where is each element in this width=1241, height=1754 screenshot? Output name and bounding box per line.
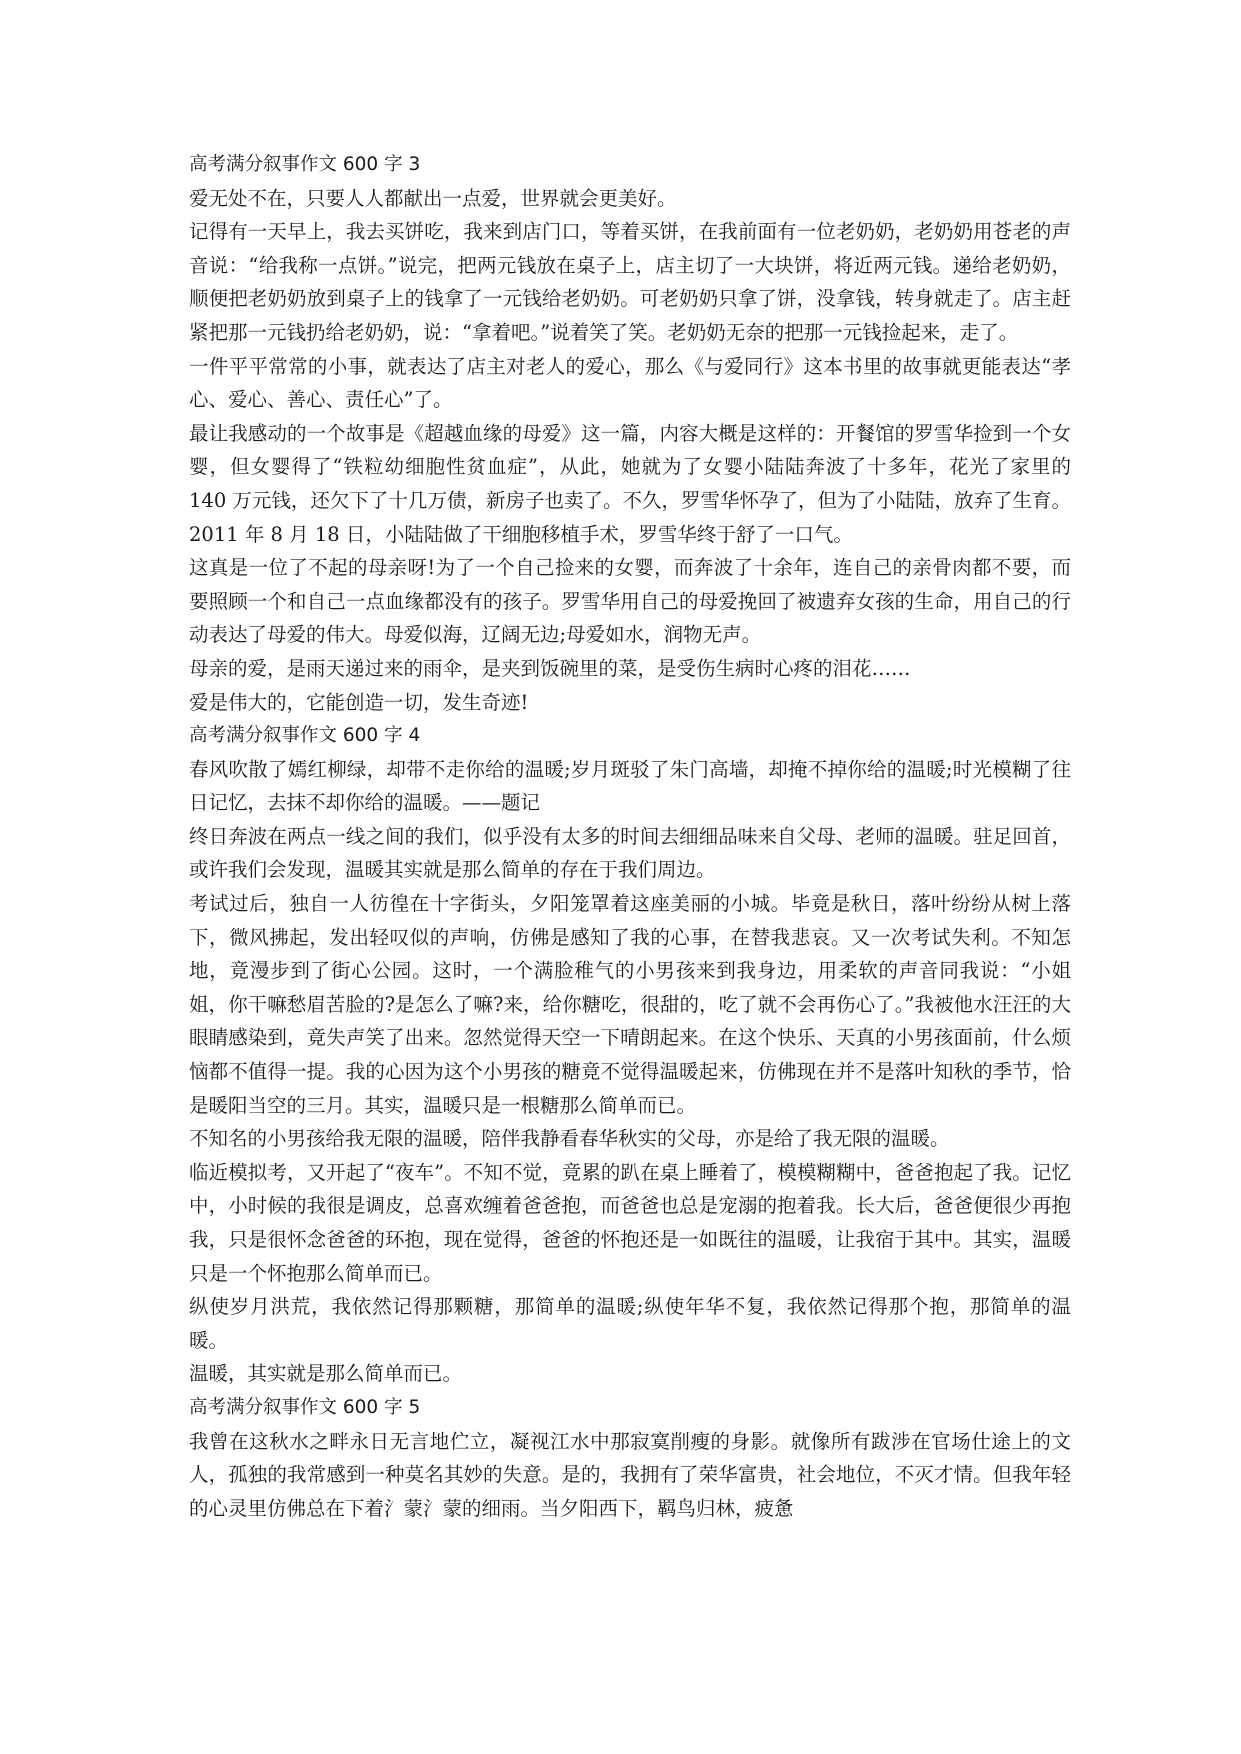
paragraph: 临近模拟考，又开起了“夜车”。不知不觉，竟累的趴在桌上睡着了，模模糊糊中，爸爸抱起了我。记忆中，小时候的我很是调皮，总喜欢缠着爸爸抱，而爸爸也总是宠溺的抱着我。长大后，爸爸便很少再抱我，只是很怀念爸爸的环抱，现在觉得，爸爸的怀抱还是一如既往的温暖，让我宿于其中。其实，温暖只是一个怀抱那么简单而已。 [189,1160,1071,1285]
paragraph: 温暖，其实就是那么简单而已。 [189,1362,463,1386]
paragraph: 母亲的爱，是雨天递过来的雨伞，是夹到饭碗里的菜，是受伤生病时心疼的泪花…… [189,656,911,680]
paragraph: 爱是伟大的，它能创造一切，发生奇迹! [189,690,529,714]
paragraph: 爱无处不在，只要人人都献出一点爱，世界就会更美好。 [189,186,677,210]
paragraph: 一件平平常常的小事，就表达了店主对老人的爱心，那么《与爱同行》这本书里的故事就更能表达“孝心、爱心、善心、责任心”了。 [189,354,1071,412]
paragraph: 春风吹散了嫣红柳绿，却带不走你给的温暖;岁月斑驳了朱门高墙，却掩不掉你给的温暖;时光模糊了往日记忆，去抹不却你给的温暖。——题记 [189,757,1071,815]
section-heading: 高考满分叙事作文 600 字 3 [189,154,421,175]
paragraph: 记得有一天早上，我去买饼吃，我来到店门口，等着买饼，在我前面有一位老奶奶，老奶奶用苍老的声音说：“给我称一点饼。”说完，把两元钱放在桌子上，店主切了一大块饼，将近两元钱。递给老奶奶，顺便把老奶奶放到桌子上的钱拿了一元钱给老奶奶。可老奶奶只拿了饼，没拿钱，转身就走了。店主赶紧把那一元钱扔给老奶奶，说：“拿着吧。”说着笑了笑。老奶奶无奈的把那一元钱捡起来，走了。 [189,220,1071,344]
paragraph: 这真是一位了不起的母亲呀!为了一个自己捡来的女婴，而奔波了十余年，连自己的亲骨肉都不要，而要照顾一个和自己一点血缘都没有的孩子。罗雪华用自己的母爱挽回了被遗弃女孩的生命，用自己的行动表达了母爱的伟大。母爱似海，辽阔无边;母爱如水，润物无声。 [189,556,1071,647]
section-heading: 高考满分叙事作文 600 字 4 [189,725,421,747]
paragraph: 考试过后，独自一人彷徨在十字街头，夕阳笼罩着这座美丽的小城。毕竟是秋日，落叶纷纷从树上落下，微风拂起，发出轻叹似的声响，仿佛是感知了我的心事，在替我悲哀。又一次考试失利。不知怎地，竟漫步到了街心公园。这时，一个满脸稚气的小男孩来到我身边，用柔软的声音同我说：“小姐姐，你干嘛愁眉苦脸的?是怎么了嘛?来，给你糖吃，很甜的，吃了就不会再伤心了。”我被他水汪汪的大眼睛感染到，竟失声笑了出来。忽然觉得天空一下晴朗起来。在这个快乐、天真的小男孩面前，什么烦恼都不值得一提。我的心因为这个小男孩的糖竟不觉得温暖起来，仿佛现在并不是落叶知秋的季节，恰是暖阳当空的三月。其实，温暖只是一根糖那么简单而已。 [189,892,1071,1117]
paragraph: 我曾在这秋水之畔永日无言地伫立，凝视江水中那寂寞削瘦的身影。就像所有跋涉在官场仕途上的文人，孤独的我常感到一种莫名其妙的失意。是的，我拥有了荣华富贵，社会地位，不灭才情。但我年轻的心灵里仿佛总在下着氵蒙氵蒙的细雨。当夕阳西下，羁鸟归林，疲惫 [189,1429,1071,1520]
section-heading: 高考满分叙事作文 600 字 5 [189,1396,421,1418]
paragraph: 最让我感动的一个故事是《超越血缘的母爱》这一篇，内容大概是这样的：开餐馆的罗雪华捡到一个女婴，但女婴得了“铁粒幼细胞性贫血症”，从此，她就为了女婴小陆陆奔波了十多年，花光了家里的 140 万元钱，还欠下了十几万债，新房子也卖了。不久，罗雪华怀孕了，但为了小陆陆，放弃了生育。2011 年 8 月 18 日，小陆陆做了干细胞移植手术，罗雪华终于舒了一口气。 [189,421,1071,546]
paragraph: 纵使岁月洪荒，我依然记得那颗糖，那简单的温暖;纵使年华不复，我依然记得那个抱，那简单的温暖。 [189,1295,1071,1352]
paragraph: 不知名的小男孩给我无限的温暖，陪伴我静看春华秋实的父母，亦是给了我无限的温暖。 [189,1127,950,1151]
paragraph: 终日奔波在两点一线之间的我们，似乎没有太多的时间去细细品味来自父母、老师的温暖。驻足回首，或许我们会发现，温暖其实就是那么简单的存在于我们周边。 [189,824,1071,882]
document-page [189,148,1071,1525]
